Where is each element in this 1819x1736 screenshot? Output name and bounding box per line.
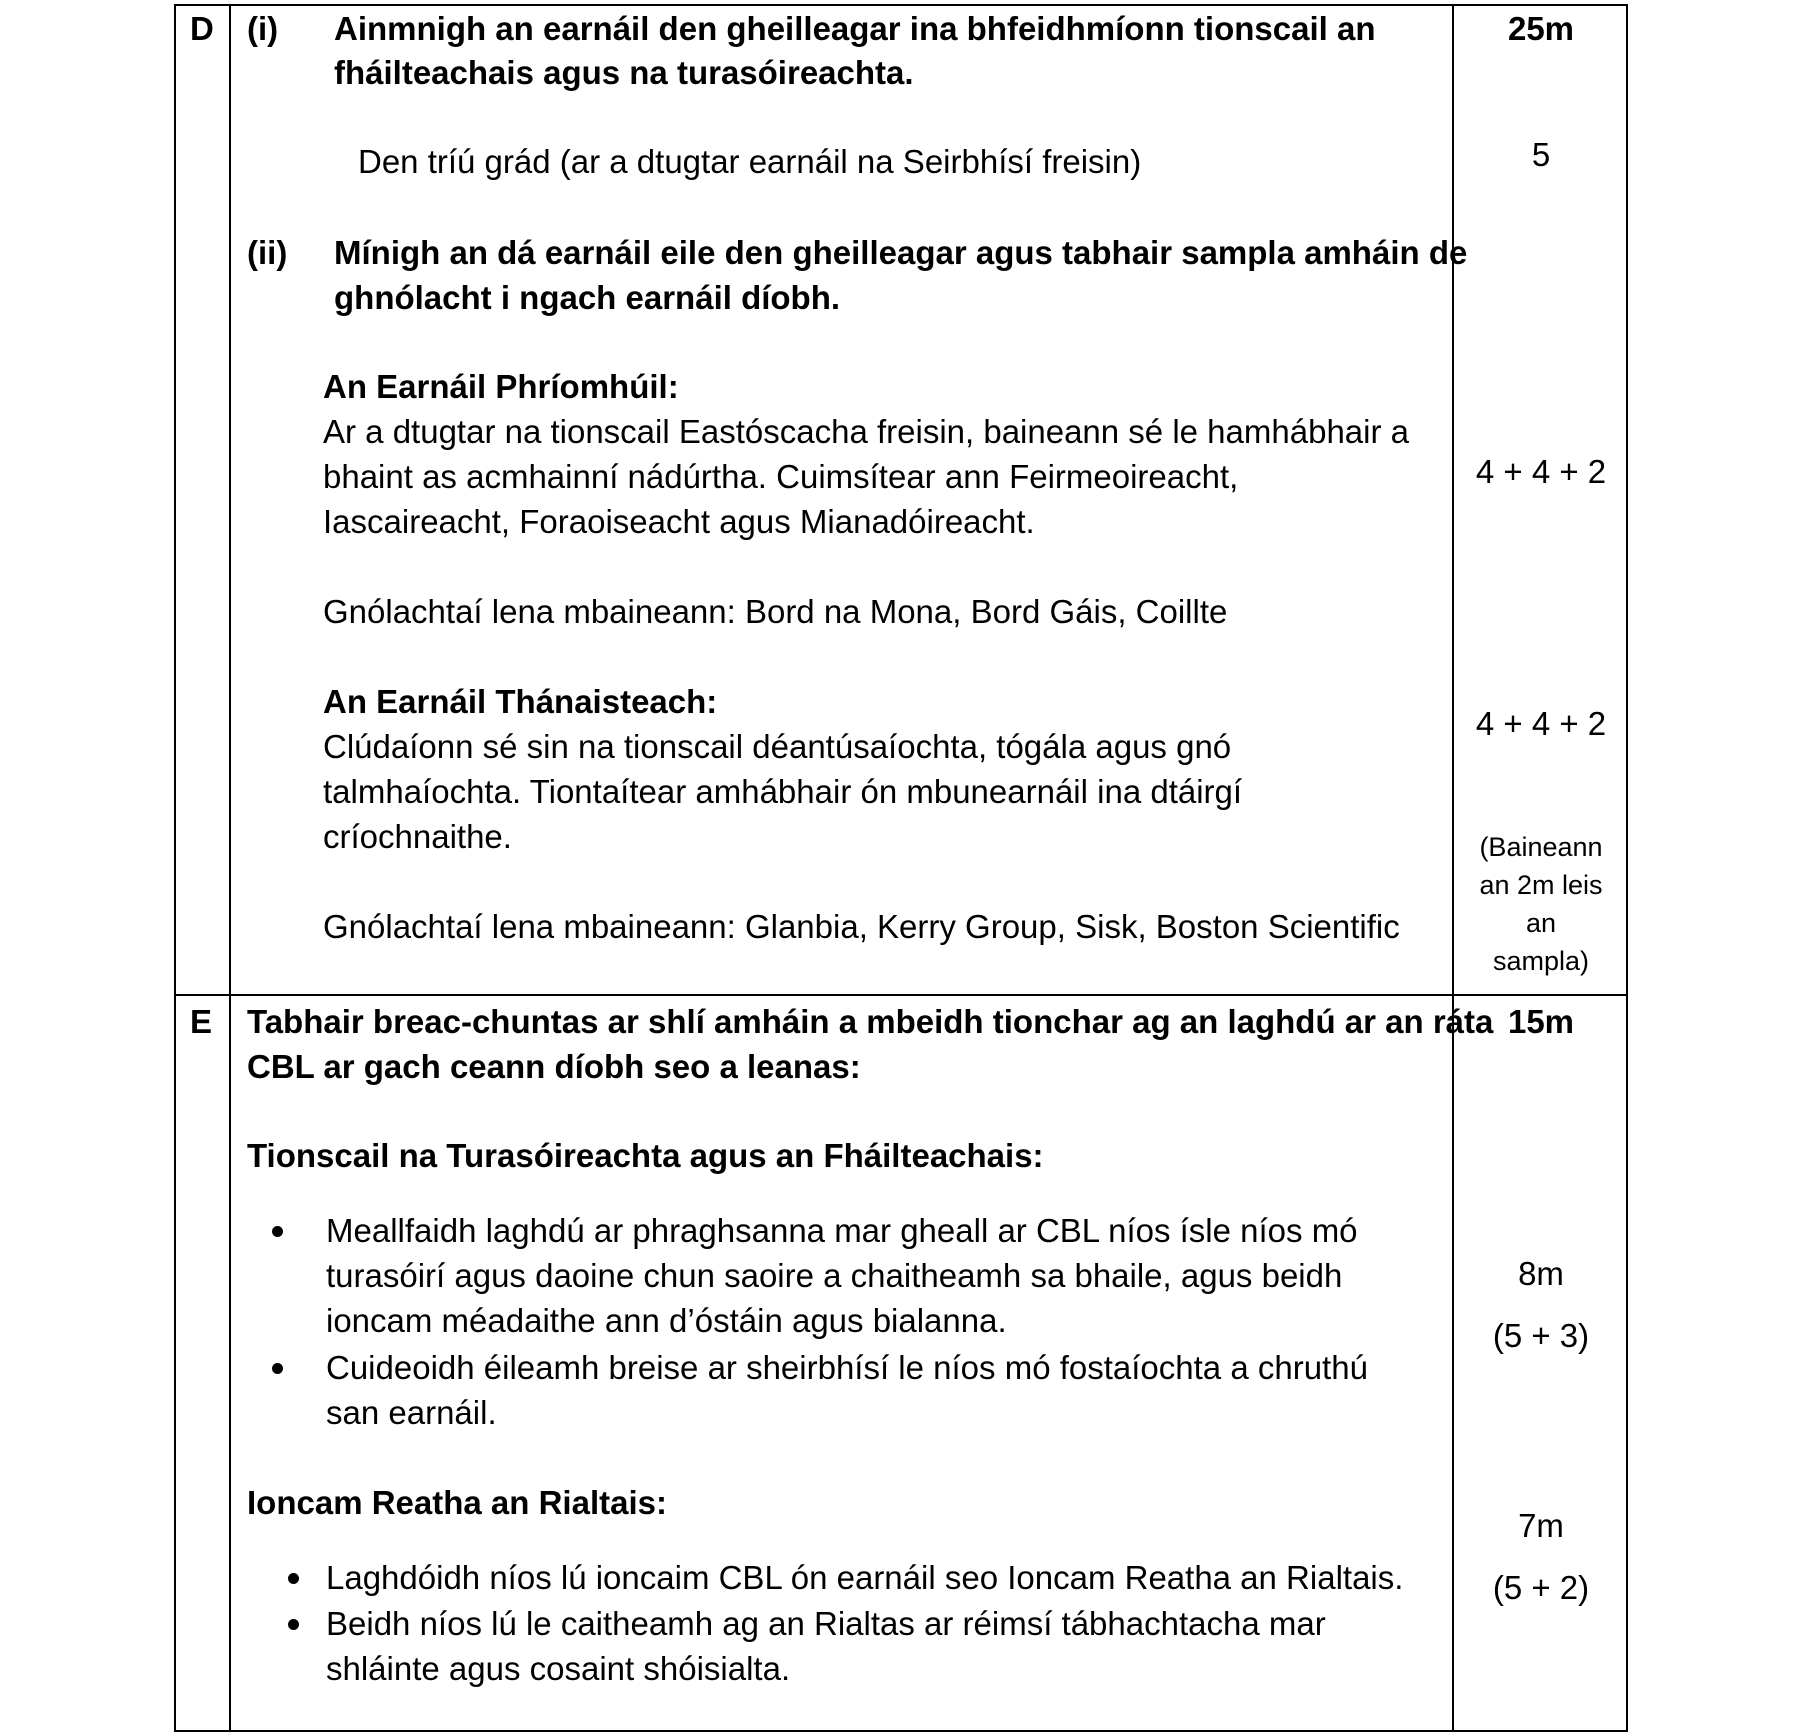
tourism-bullet2-line: san earnáil.	[326, 1394, 497, 1431]
row-divider	[174, 994, 1628, 996]
secondary-sector-marks: 4 + 4 + 2	[1475, 705, 1607, 742]
row-label-e: E	[190, 1003, 213, 1040]
primary-sector-marks: 4 + 4 + 2	[1475, 453, 1607, 490]
column-divider-label	[229, 4, 231, 1732]
secondary-sector-note-line: (Baineann	[1479, 832, 1603, 862]
primary-sector-firms: Gnólachtaí lena mbaineann: Bord na Mona, Bord Gáis, Coillte	[323, 593, 1228, 630]
government-bullet2-line: Beidh níos lú le caitheamh ag an Rialtas ar réimsí tábhachtacha mar	[326, 1605, 1326, 1642]
part-ii-number: (ii)	[247, 234, 288, 271]
tourism-heading: Tionscail na Turasóireachta agus an Fháilteachais:	[247, 1137, 1044, 1174]
table-border-left	[174, 4, 176, 1732]
part-i-question-line1: Ainmnigh an earnáil den gheilleagar ina bhfeidhmíonn tionscail an	[334, 10, 1376, 47]
secondary-sector-note-line: sampla)	[1492, 946, 1590, 976]
marks-total-e: 15m	[1507, 1003, 1575, 1040]
tourism-bullet1-line: ioncam méadaithe ann d’óstáin agus bialanna.	[326, 1302, 1007, 1339]
marks-total-d: 25m	[1507, 10, 1575, 47]
primary-sector-text-line: bhaint as acmhainní nádúrtha. Cuimsítear ann Feirmeoireacht,	[323, 458, 1239, 495]
tourism-bullet1-line: turasóirí agus daoine chun saoire a chaitheamh sa bhaile, agus beidh	[326, 1257, 1343, 1294]
tourism-marks-split: (5 + 3)	[1492, 1317, 1590, 1354]
government-heading: Ioncam Reatha an Rialtais:	[247, 1484, 667, 1521]
tourism-bullet1-line: Meallfaidh laghdú ar phraghsanna mar gheall ar CBL níos ísle níos mó	[326, 1212, 1358, 1249]
secondary-sector-text-line: críochnaithe.	[323, 818, 512, 855]
bullet-point	[288, 1619, 299, 1630]
secondary-sector-text-line: Clúdaíonn sé sin na tionscail déantúsaíochta, tógála agus gnó	[323, 728, 1232, 765]
table-border-bottom	[174, 1730, 1628, 1732]
bullet-point	[272, 1363, 283, 1374]
part-ii-question-line2: ghnólacht i ngach earnáil díobh.	[334, 279, 841, 316]
government-marks-split: (5 + 2)	[1492, 1569, 1590, 1606]
secondary-sector-firms: Gnólachtaí lena mbaineann: Glanbia, Kerry Group, Sisk, Boston Scientific	[323, 908, 1400, 945]
primary-sector-text-line: Iascaireacht, Foraoiseacht agus Mianadóireacht.	[323, 503, 1035, 540]
row-label-d: D	[190, 10, 214, 47]
table-border-right	[1626, 4, 1628, 1732]
tourism-bullet2-line: Cuideoidh éileamh breise ar sheirbhísí le níos mó fostaíochta a chruthú	[326, 1349, 1368, 1386]
secondary-sector-note-line: an 2m leis	[1479, 870, 1603, 900]
secondary-sector-heading: An Earnáil Thánaisteach:	[323, 683, 718, 720]
primary-sector-text-line: Ar a dtugtar na tionscail Eastóscacha freisin, baineann sé le hamhábhair a	[323, 413, 1409, 450]
part-i-answer: Den tríú grád (ar a dtugtar earnáil na Seirbhísí freisin)	[358, 143, 1142, 180]
government-bullet1-line: Laghdóidh níos lú ioncaim CBL ón earnáil seo Ioncam Reatha an Rialtais.	[326, 1559, 1404, 1596]
part-ii-question-line1: Mínigh an dá earnáil eile den gheilleagar agus tabhair sampla amháin de	[334, 234, 1468, 271]
table-border-top	[174, 4, 1628, 6]
e-question-line1: Tabhair breac-chuntas ar shlí amháin a mbeidh tionchar ag an laghdú ar an ráta	[247, 1003, 1494, 1040]
part-i-number: (i)	[247, 10, 279, 47]
secondary-sector-text-line: talmhaíochta. Tiontaítear amhábhair ón mbunearnáil ina dtáirgí	[323, 773, 1243, 810]
part-i-question-line2: fháilteachais agus na turasóireachta.	[334, 54, 914, 91]
primary-sector-heading: An Earnáil Phríomhúil:	[323, 368, 679, 405]
part-i-marks: 5	[1531, 136, 1551, 173]
e-question-line2: CBL ar gach ceann díobh seo a leanas:	[247, 1048, 861, 1085]
secondary-sector-note-line: an	[1525, 908, 1557, 938]
government-bullet2-line: shláinte agus cosaint shóisialta.	[326, 1650, 791, 1687]
tourism-marks: 8m	[1518, 1255, 1564, 1292]
bullet-point	[288, 1573, 299, 1584]
government-marks: 7m	[1518, 1507, 1564, 1544]
bullet-point	[272, 1226, 283, 1237]
